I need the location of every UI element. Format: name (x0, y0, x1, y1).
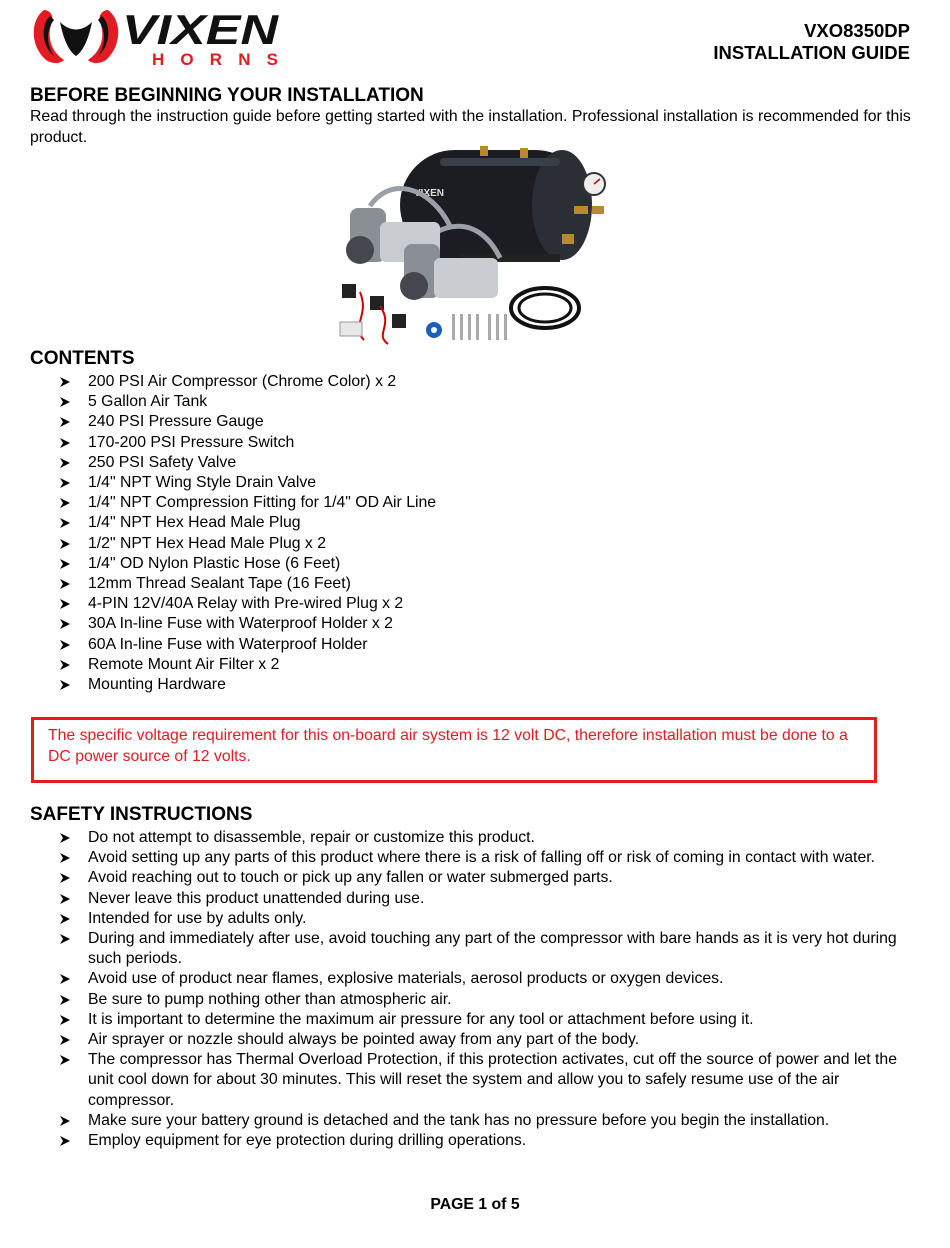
list-item-text: 30A In-line Fuse with Waterproof Holder x 2 (88, 615, 393, 633)
safety-list (58, 828, 918, 1151)
list-item-text: Do not attempt to disassemble, repair or customize this product. (88, 829, 535, 846)
arrow-bullet-icon (58, 990, 72, 1010)
arrow-bullet-icon (58, 929, 72, 949)
list-item (58, 574, 918, 594)
list-item (58, 1010, 918, 1030)
document-title: INSTALLATION GUIDE (713, 42, 910, 63)
arrow-bullet-icon (58, 1010, 72, 1030)
page-number: PAGE 1 of 5 (430, 1196, 520, 1213)
list-item (58, 372, 918, 392)
list-item-text: Air sprayer or nozzle should always be pointed away from any part of the body. (88, 1031, 640, 1049)
list-item (58, 828, 918, 848)
arrow-bullet-icon (58, 1131, 72, 1151)
list-item-text: 200 PSI Air Compressor (Chrome Color) x 2 (88, 373, 397, 390)
list-item-text: 5 Gallon Air Tank (88, 393, 208, 411)
list-item-text: Avoid reaching out to touch or pick up any fallen or water submerged parts. (88, 869, 613, 887)
list-item (58, 868, 918, 888)
list-item-text: The compressor has Thermal Overload Protection, if this protection activates, cut off the source of power and let the unit cool down for about 30 minutes. This will reset the system and allow you to safely resume use of the air compressor. (88, 1051, 897, 1109)
contents-list (58, 372, 918, 695)
list-item-text: 1/4" NPT Hex Head Male Plug (88, 514, 301, 532)
list-item (58, 889, 918, 909)
list-item-text: 1/4" OD Nylon Plastic Hose (6 Feet) (88, 554, 341, 572)
list-item (58, 990, 918, 1010)
arrow-bullet-icon (58, 1111, 72, 1131)
arrow-bullet-icon (58, 493, 72, 513)
list-item-text: 60A In-line Fuse with Waterproof Holder (88, 635, 368, 653)
list-item (58, 473, 918, 493)
list-item-text: 250 PSI Safety Valve (88, 453, 237, 471)
before-text: Read through the instruction guide before getting started with the installation. Professional installation is recommended for this product. (30, 108, 911, 146)
vixen-horns-logo (30, 2, 280, 68)
list-item-text: It is important to determine the maximum air pressure for any tool or attachment before using it. (88, 1010, 754, 1028)
document-header (713, 20, 910, 64)
list-item (58, 655, 918, 675)
before-heading: BEFORE BEGINNING YOUR INSTALLATION (30, 85, 424, 106)
list-item-text: Employ equipment for eye protection during drilling operations. (88, 1132, 527, 1150)
tank-logo-text: VIXEN (414, 188, 445, 199)
arrow-bullet-icon (58, 513, 72, 533)
list-item (58, 412, 918, 432)
list-item-text: Mounting Hardware (88, 676, 226, 694)
arrow-bullet-icon (58, 614, 72, 634)
arrow-bullet-icon (58, 554, 72, 574)
model-number: VXO8350DP (804, 20, 910, 41)
list-item (58, 493, 918, 513)
arrow-bullet-icon (58, 675, 72, 695)
arrow-bullet-icon (58, 889, 72, 909)
arrow-bullet-icon (58, 635, 72, 655)
list-item-text: 1/4" NPT Wing Style Drain Valve (88, 474, 317, 492)
list-item (58, 594, 918, 614)
list-item (58, 614, 918, 634)
list-item-text: Never leave this product unattended during use. (88, 889, 425, 907)
list-item-text: 1/2" NPT Hex Head Male Plug x 2 (88, 534, 326, 552)
list-item-text: Be sure to pump nothing other than atmospheric air. (88, 990, 452, 1008)
list-item-text: 1/4" NPT Compression Fitting for 1/4" OD Air Line (88, 494, 437, 512)
list-item-text: 12mm Thread Sealant Tape (16 Feet) (88, 575, 351, 593)
list-item (58, 1030, 918, 1050)
list-item (58, 1050, 918, 1111)
arrow-bullet-icon (58, 473, 72, 493)
list-item (58, 554, 918, 574)
list-item (58, 513, 918, 533)
list-item (58, 635, 918, 655)
list-item-text: 4-PIN 12V/40A Relay with Pre-wired Plug x 2 (88, 595, 404, 613)
list-item-text: 240 PSI Pressure Gauge (88, 413, 264, 431)
logo-word-horns: HORNS (152, 50, 278, 68)
contents-heading: CONTENTS (30, 348, 135, 369)
list-item-text: 170-200 PSI Pressure Switch (88, 433, 295, 451)
list-item (58, 392, 918, 412)
arrow-bullet-icon (58, 372, 72, 392)
list-item (58, 969, 918, 989)
arrow-bullet-icon (58, 909, 72, 929)
arrow-bullet-icon (58, 433, 72, 453)
arrow-bullet-icon (58, 969, 72, 989)
list-item-text: During and immediately after use, avoid touching any part of the compressor with bare hands as it is very hot during such periods. (88, 930, 897, 968)
product-photo (330, 146, 610, 350)
arrow-bullet-icon (58, 1050, 72, 1070)
arrow-bullet-icon (58, 594, 72, 614)
arrow-bullet-icon (58, 655, 72, 675)
list-item (58, 534, 918, 554)
safety-heading: SAFETY INSTRUCTIONS (30, 804, 253, 825)
arrow-bullet-icon (58, 1030, 72, 1050)
arrow-bullet-icon (58, 574, 72, 594)
list-item-text: Remote Mount Air Filter x 2 (88, 655, 280, 673)
list-item-text: Avoid use of product near flames, explosive materials, aerosol products or oxygen devices. (88, 970, 724, 988)
arrow-bullet-icon (58, 534, 72, 554)
arrow-bullet-icon (58, 848, 72, 868)
list-item (58, 1111, 918, 1131)
list-item (58, 909, 918, 929)
list-item-text: Intended for use by adults only. (88, 909, 307, 927)
arrow-bullet-icon (58, 868, 72, 888)
list-item (58, 453, 918, 473)
list-item (58, 675, 918, 695)
list-item-text: Avoid setting up any parts of this product where there is a risk of falling off or risk of coming in contact with water. (88, 849, 876, 867)
list-item (58, 433, 918, 453)
voltage-warning-box (31, 717, 877, 783)
voltage-warning-text: The specific voltage requirement for this on-board air system is 12 volt DC, therefore installation must be done to a DC power source of 12 volts. (48, 727, 848, 765)
list-item (58, 848, 918, 868)
list-item-text: Make sure your battery ground is detached and the tank has no pressure before you begin the installation. (88, 1111, 830, 1129)
arrow-bullet-icon (58, 412, 72, 432)
arrow-bullet-icon (58, 828, 72, 848)
arrow-bullet-icon (58, 453, 72, 473)
arrow-bullet-icon (58, 392, 72, 412)
list-item (58, 929, 918, 969)
list-item (58, 1131, 918, 1151)
logo-word-vixen: VIXEN (122, 6, 280, 53)
